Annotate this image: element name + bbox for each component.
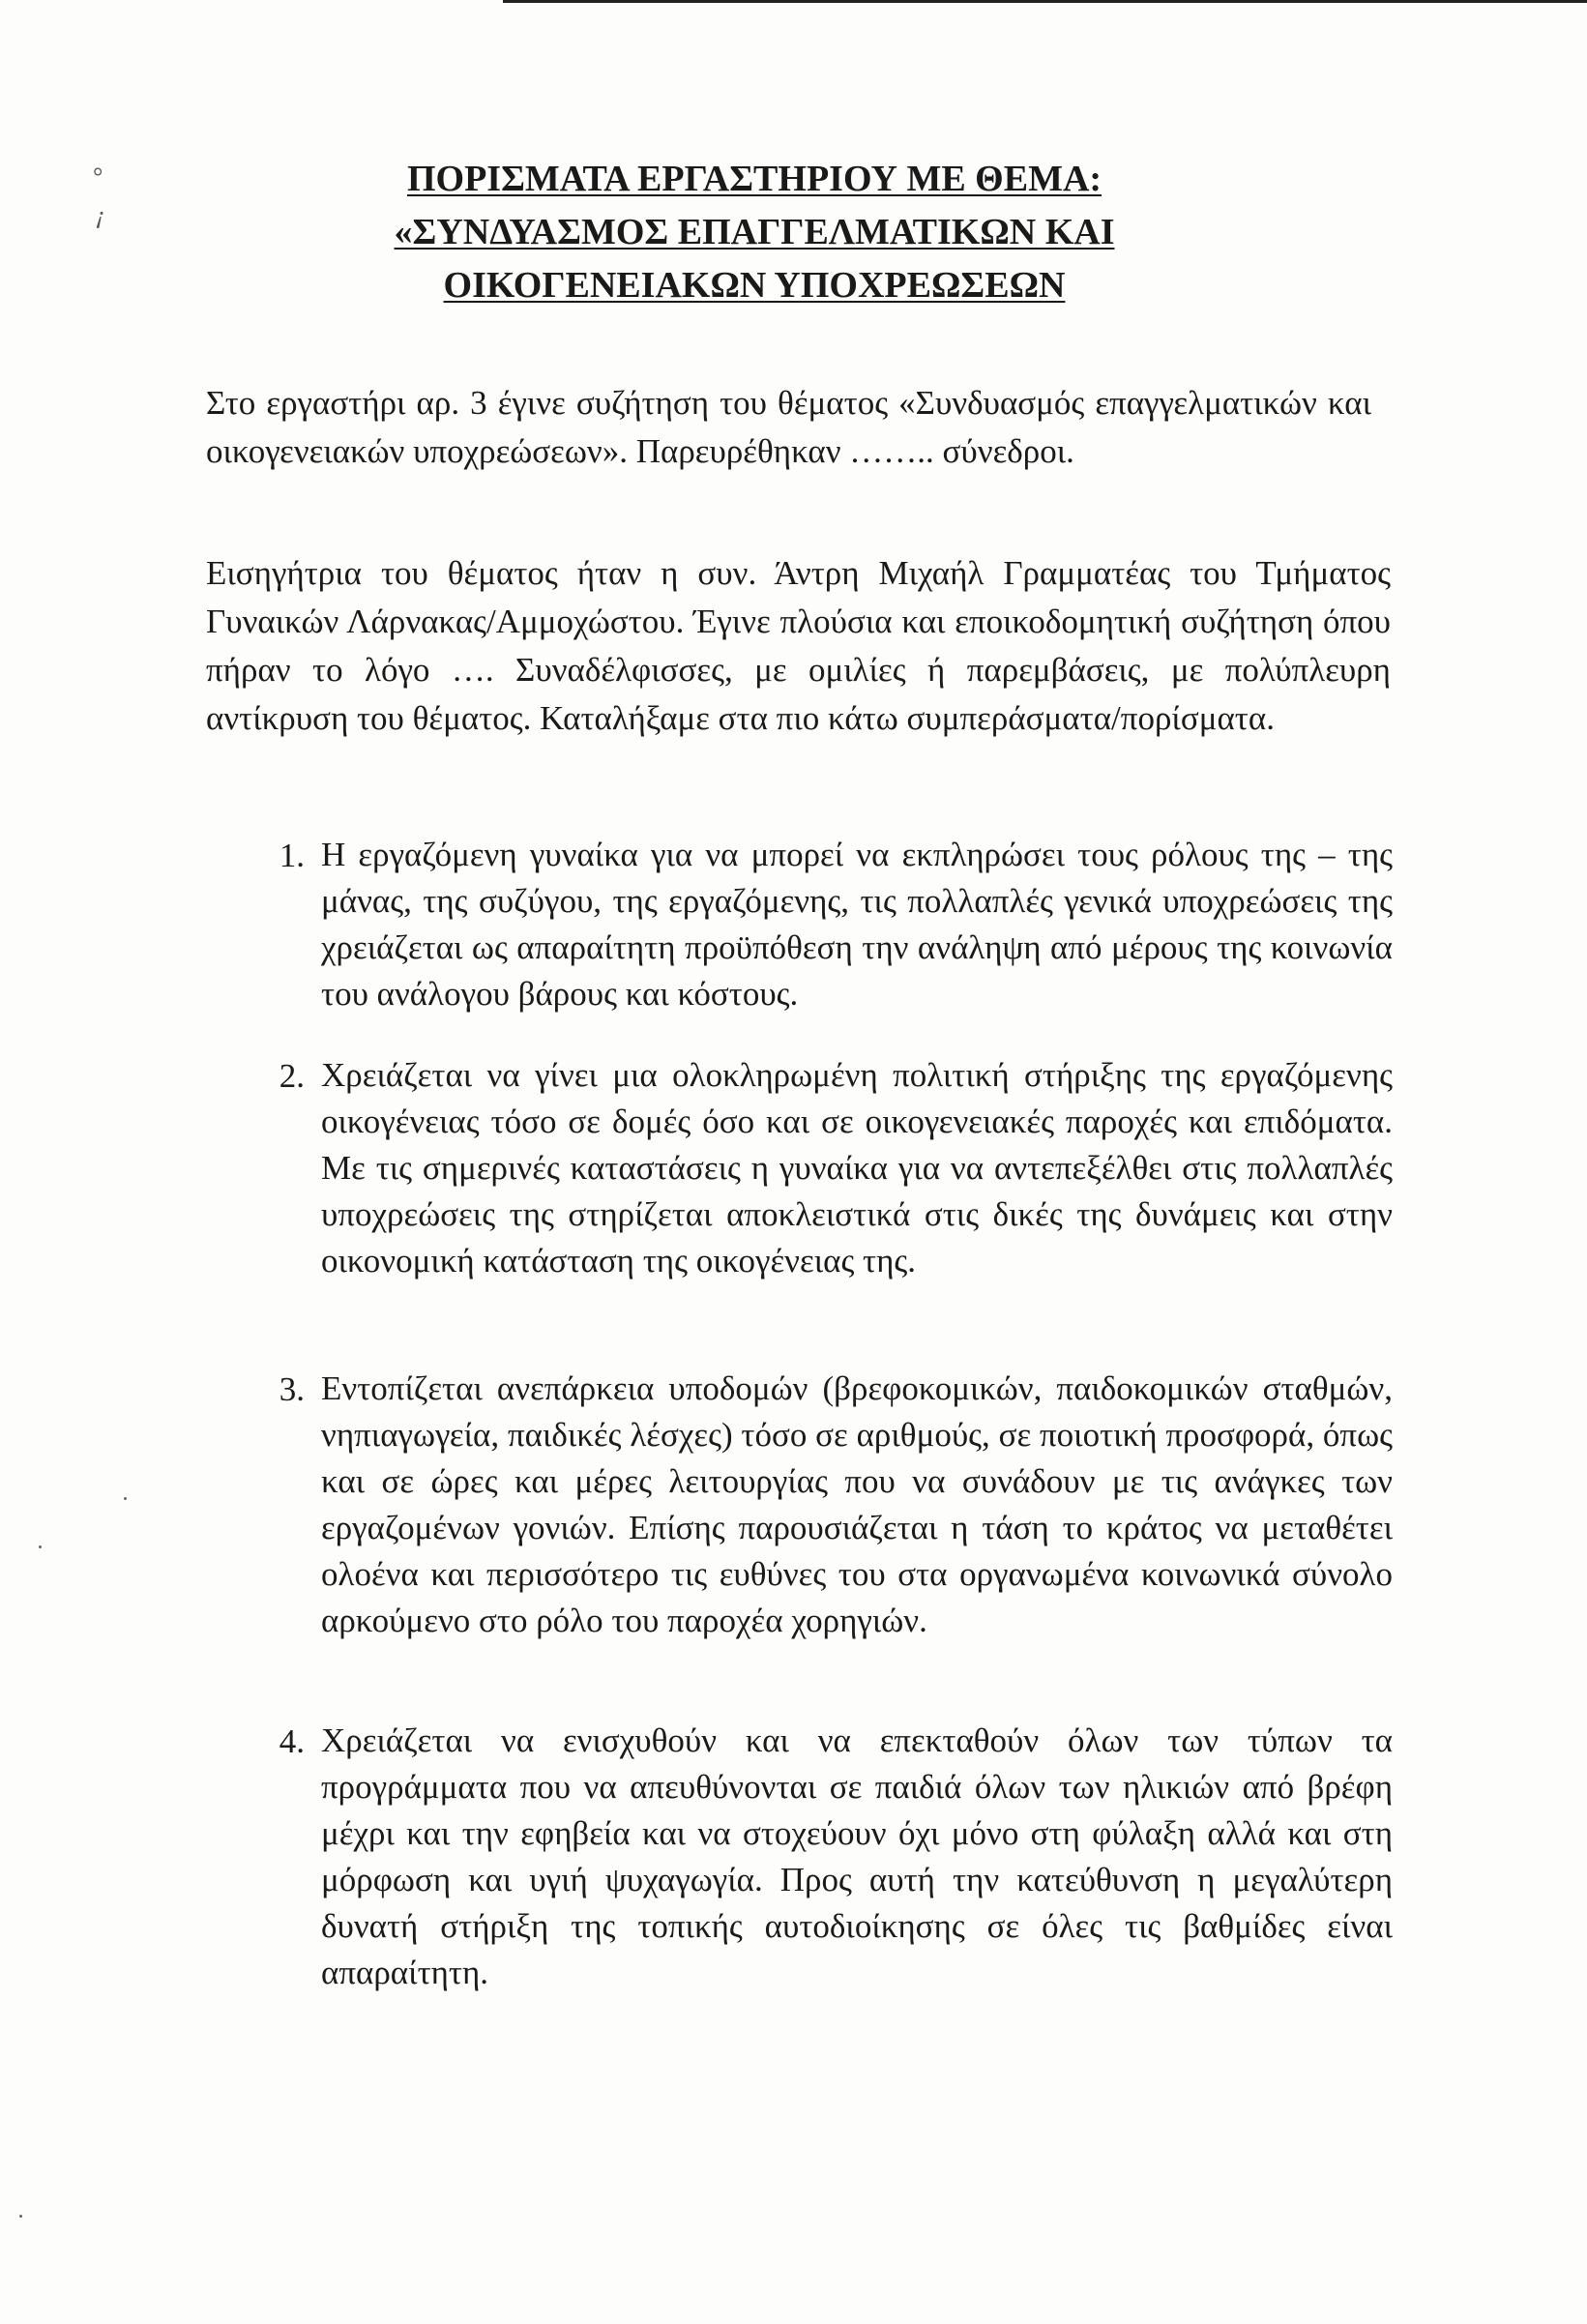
conclusion-number: 2. <box>279 1057 305 1095</box>
document-title <box>319 153 1190 312</box>
top-edge-rule <box>503 0 1587 3</box>
conclusion-text: Χρειάζεται να γίνει μια ολοκληρωμένη πολιτική στήριξης της εργαζόμενης οικογένειας τόσο σε δομές όσο και σε οικογενειακές παροχές και επιδόματα. Με τις σημερινές καταστάσεις η γυναίκα για να αντεπεξέλθει στις πολλαπλές υποχρεώσεις της στηρίζεται αποκλειστικά στις δικές της δυνάμεις και στην οικονομική κατάσταση της οικογένειας της. <box>321 1056 1393 1280</box>
conclusion-text: Χρειάζεται να ενισχυθούν και να επεκταθούν όλων των τύπων τα προγράμματα που να απευθύνονται σε παιδιά όλων των ηλικιών από βρέφη μέχρι και την εφηβεία και να στοχεύουν όχι μόνο στη φύλαξη αλλά και στη μόρφωση και υγιή ψυχαγωγία. Προς αυτή την κατεύθυνση η μεγαλύτερη δυνατή στήριξη της τοπικής αυτοδιοίκησης σε όλες τις βαθμίδες είναι απαραίτητη. <box>321 1721 1393 1991</box>
margin-scan-mark: ¡ <box>93 200 109 230</box>
conclusion-text: Εντοπίζεται ανεπάρκεια υποδομών (βρεφοκομικών, παιδοκομικών σταθμών, νηπιαγωγεία, παιδικές λέσχες) τόσο σε αριθμούς, σε ποιοτική προσφορά, όπως και σε ώρες και μέρες λειτουργίας που να συνάδουν με τις ανάγκες των εργαζομένων γονιών. Επίσης παρουσιάζεται η τάση το κράτος να μεταθέτει ολοένα και περισσότερο τις ευθύνες του στα οργανωμένα κοινωνικά σύνολο αρκούμενο στο ρόλο του παροχέα χορηγιών. <box>321 1369 1393 1639</box>
rapporteur-paragraph: Εισηγήτρια του θέματος ήταν η συν. Άντρη Μιχαήλ Γραμματέας του Τμήματος Γυναικών Λάρνακας/Αμμοχώστου. Έγινε πλούσια και εποικοδομητική συζήτηση όπου πήραν το λόγο …. Συναδέλφισσες, με ομιλίες ή παρεμβάσεις, με πολύπλευρη αντίκρυση του θέματος. Καταλήξαμε στα πιο κάτω συμπεράσματα/πορίσματα. <box>206 554 1391 737</box>
scan-speck <box>39 1545 42 1548</box>
conclusion-number: 4. <box>279 1722 305 1760</box>
title-line: «ΣΥΝΔΥΑΣΜΟΣ ΕΠΑΓΓΕΛΜΑΤΙΚΩΝ ΚΑΙ <box>394 212 1115 252</box>
margin-scan-mark: ° <box>93 162 103 191</box>
scan-speck <box>124 1497 127 1500</box>
conclusion-number: 1. <box>279 837 305 874</box>
intro-paragraph: Στο εργαστήρι αρ. 3 έγινε συζήτηση του θέματος «Συνδυασμός επαγγελματικών και οικογενειακών υποχρεώσεων». Παρευρέθηκαν …….. σύνεδροι. <box>206 384 1371 470</box>
title-line: ΠΟΡΙΣΜΑΤΑ ΕΡΓΑΣΤΗΡΙΟΥ ΜΕ ΘΕΜΑ: <box>406 159 1102 199</box>
conclusion-text: Η εργαζόμενη γυναίκα για να μπορεί να εκπληρώσει τους ρόλους της – της μάνας, της συζύγου, της εργαζόμενης, τις πολλαπλές γενικά υποχρεώσεις της χρειάζεται ως απαραίτητη προϋπόθεση την ανάληψη από μέρους της κοινωνία του ανάλογου βάρους και κόστους. <box>321 836 1393 1013</box>
conclusion-number: 3. <box>279 1370 305 1408</box>
title-line: ΟΙΚΟΓΕΝΕΙΑΚΩΝ ΥΠΟΧΡΕΩΣΕΩΝ <box>443 265 1066 306</box>
scan-speck <box>19 2215 22 2218</box>
